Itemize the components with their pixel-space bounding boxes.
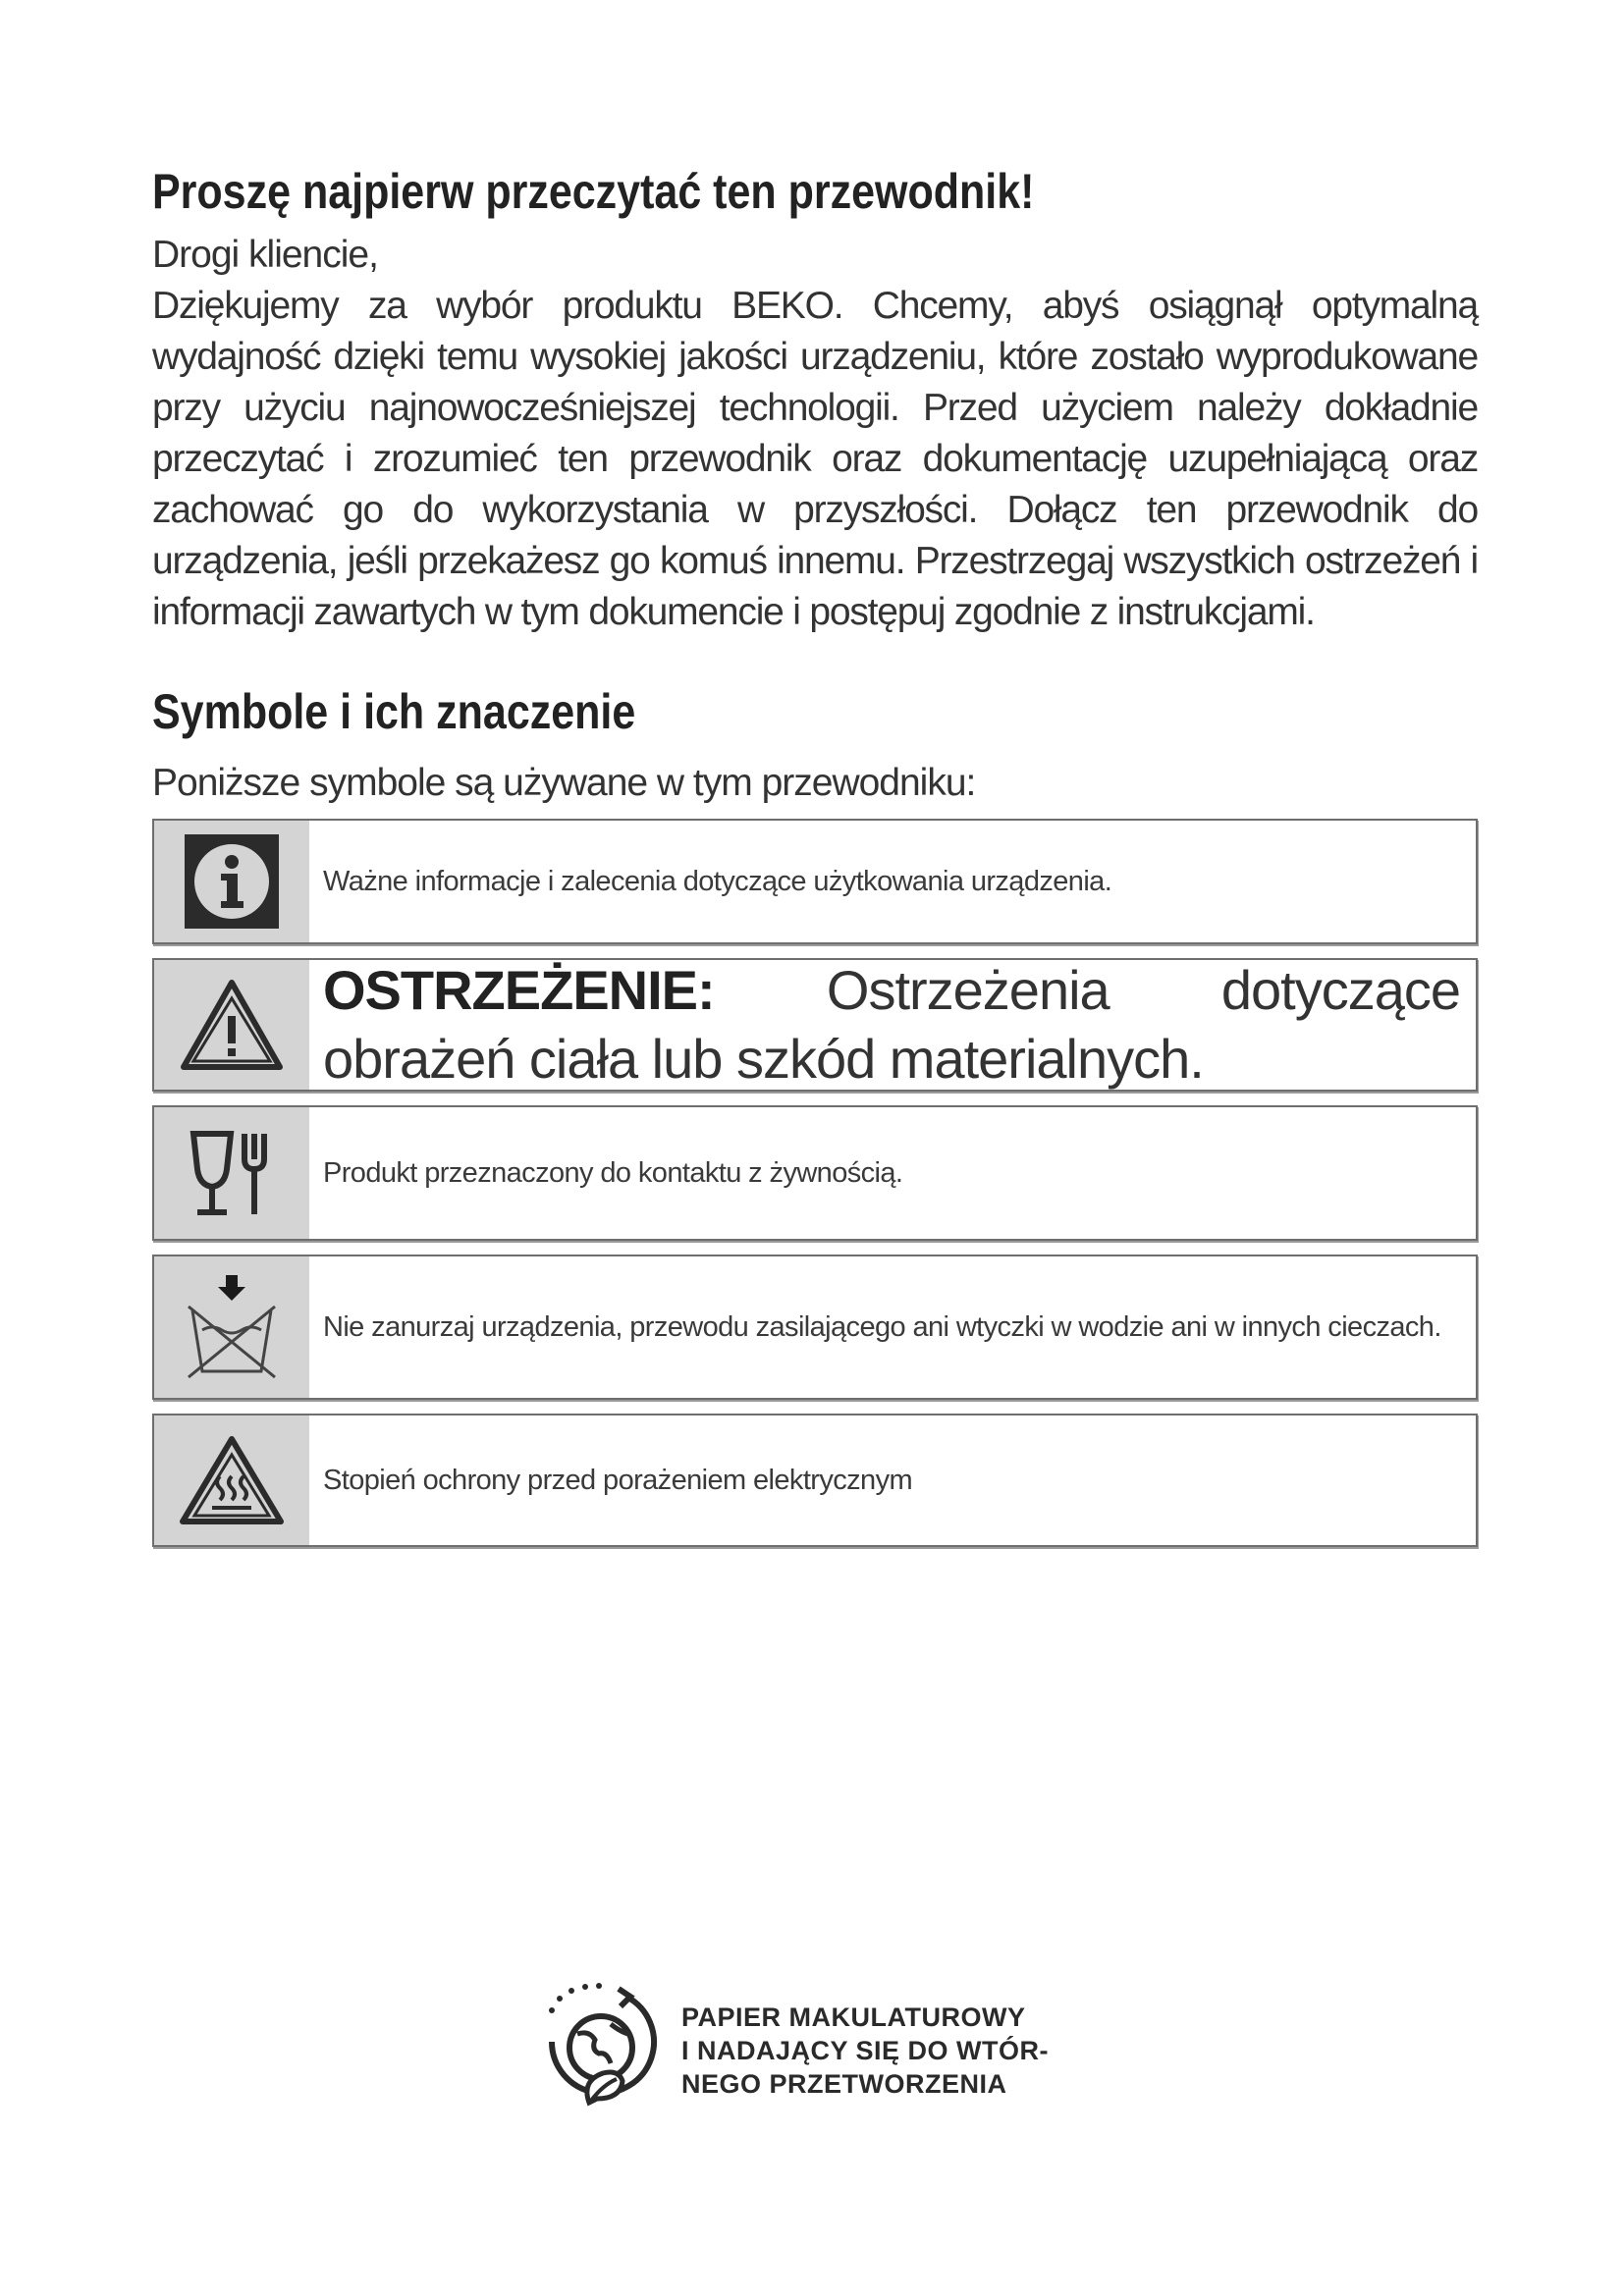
symbol-row-info — [152, 819, 1478, 944]
symbol-text: Stopień ochrony przed porażeniem elektrycznym — [323, 1464, 913, 1496]
symbol-row-food — [152, 1105, 1478, 1241]
symbol-text: Nie zanurzaj urządzenia, przewodu zasilającego ani wtyczki w wodzie ani w innych cieczach. — [323, 1310, 1441, 1343]
symbol-text — [309, 960, 1476, 1090]
greeting: Drogi kliencie, — [152, 234, 378, 276]
warning-text: Ostrzeżenia dotyczące obrażeń ciała lub szkód materialnych. — [323, 959, 1461, 1090]
recycled-paper-icon — [542, 1983, 660, 2117]
page-title: Proszę najpierw przeczytać ten przewodnik! — [152, 164, 1035, 219]
recycle-line-3: NEGO PRZETWORZENIA — [681, 2068, 1007, 2099]
symbol-text: Produkt przeznaczony do kontaktu z żywnością. — [323, 1156, 903, 1189]
symbols-heading: Symbole i ich znaczenie — [152, 684, 636, 739]
symbol-row-water — [152, 1255, 1478, 1400]
symbols-table — [152, 819, 1478, 1547]
recycle-note — [542, 1983, 1049, 2117]
hot-surface-icon — [154, 1415, 309, 1545]
warning-label: OSTRZEŻENIE: — [323, 959, 715, 1021]
page-content — [152, 157, 1478, 1561]
symbol-text: Ważne informacje i zalecenia dotyczące użytkowania urządzenia. — [323, 865, 1112, 897]
symbols-intro: Poniższe symbole są używane w tym przewodniku: — [152, 762, 976, 804]
symbol-row-warning — [152, 958, 1478, 1092]
warning-icon — [154, 960, 309, 1090]
recycle-line-2: I NADAJĄCY SIĘ DO WTÓR- — [681, 2035, 1050, 2065]
symbol-row-hot — [152, 1414, 1478, 1547]
info-icon — [154, 821, 309, 942]
do-not-immerse-icon — [154, 1256, 309, 1398]
recycle-line-1: PAPIER MAKULATUROWY — [681, 2002, 1026, 2032]
recycle-text — [681, 2001, 1049, 2101]
food-contact-icon — [154, 1107, 309, 1239]
intro-paragraph: Dziękujemy za wybór produktu BEKO. Chcemy, abyś osiągnął optymalną wydajność dzięki temu wysokiej jakości urządzeniu, które zostało wyprodukowane przy użyciu najnowocześniejszej technologii. Przed użyciem należy dokładnie przeczytać i zrozumieć ten przewodnik oraz dokumentację uzupełniającą oraz zachować go do wykorzystania w przyszłości. Dołącz ten przewodnik do urządzenia, jeśli przekażesz go komuś innemu. Przestrzegaj wszystkich ostrzeżeń i informacji zawartych w tym dokumencie i postępuj zgodnie z instrukcjami. — [152, 285, 1478, 633]
